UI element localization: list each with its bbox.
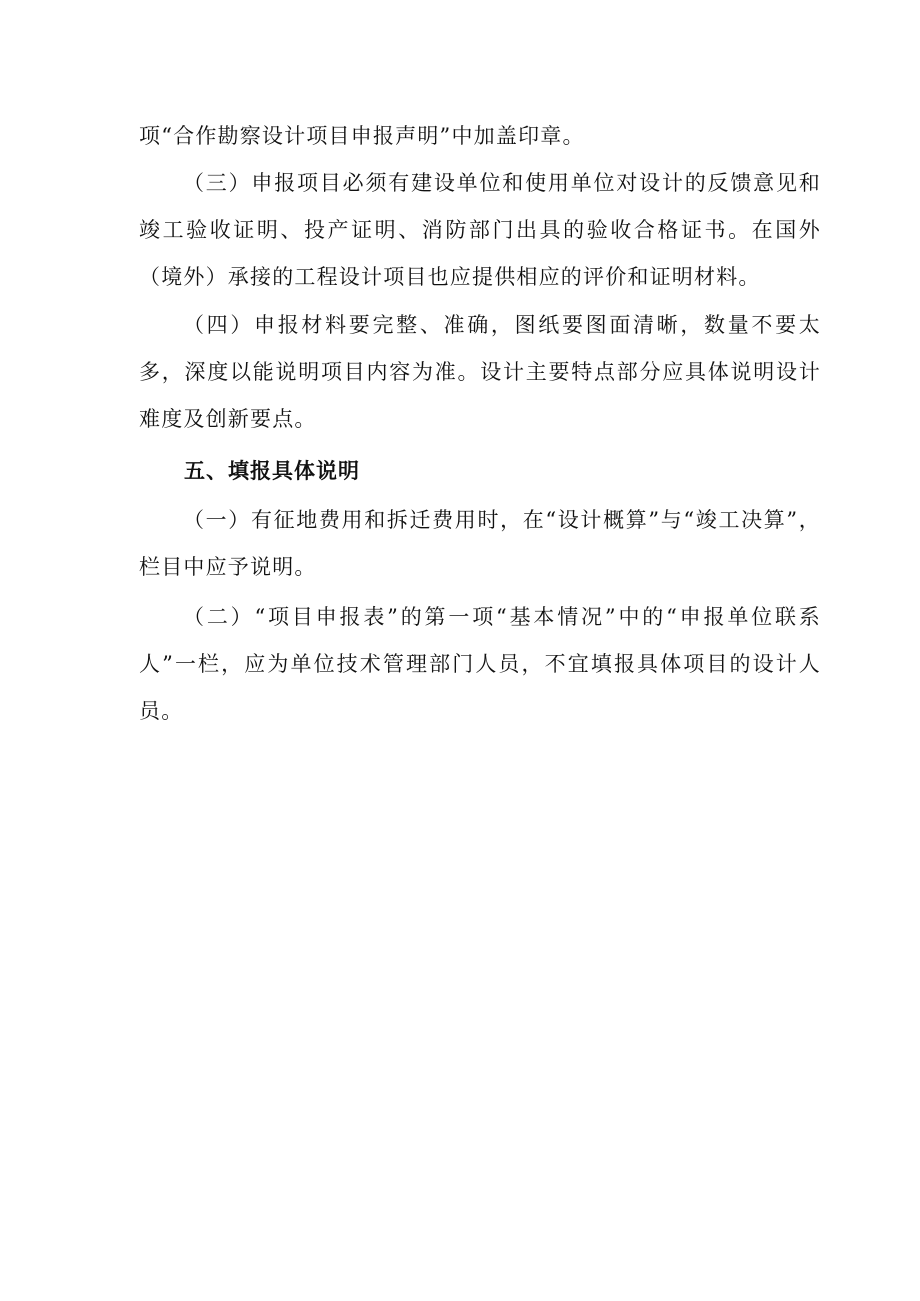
section-heading-5: 五、填报具体说明 [184,459,360,483]
paragraph-item-3: （三）申报项目必须有建设单位和使用单位对设计的反馈意见和竣工验收证明、投产证明、消防部门出具的验收合格证书。在国外（境外）承接的工程设计项目也应提供相应的评价和证明材料。 [139,171,821,289]
paragraph-item-5-1: （一）有征地费用和拆迁费用时，在“设计概算”与“竣工决算”，栏目中应予说明。 [139,508,821,579]
paragraph-item-4: （四）申报材料要完整、准确，图纸要图面清晰，数量不要太多，深度以能说明项目内容为准。设计主要特点部分应具体说明设计难度及创新要点。 [139,313,821,431]
paragraph-continuation: 项“合作勘察设计项目申报声明”中加盖印章。 [139,124,585,148]
paragraph-item-5-2: （二）“项目申报表”的第一项“基本情况”中的“申报单位联系人”一栏，应为单位技术管理部门人员，不宜填报具体项目的设计人员。 [139,605,821,723]
